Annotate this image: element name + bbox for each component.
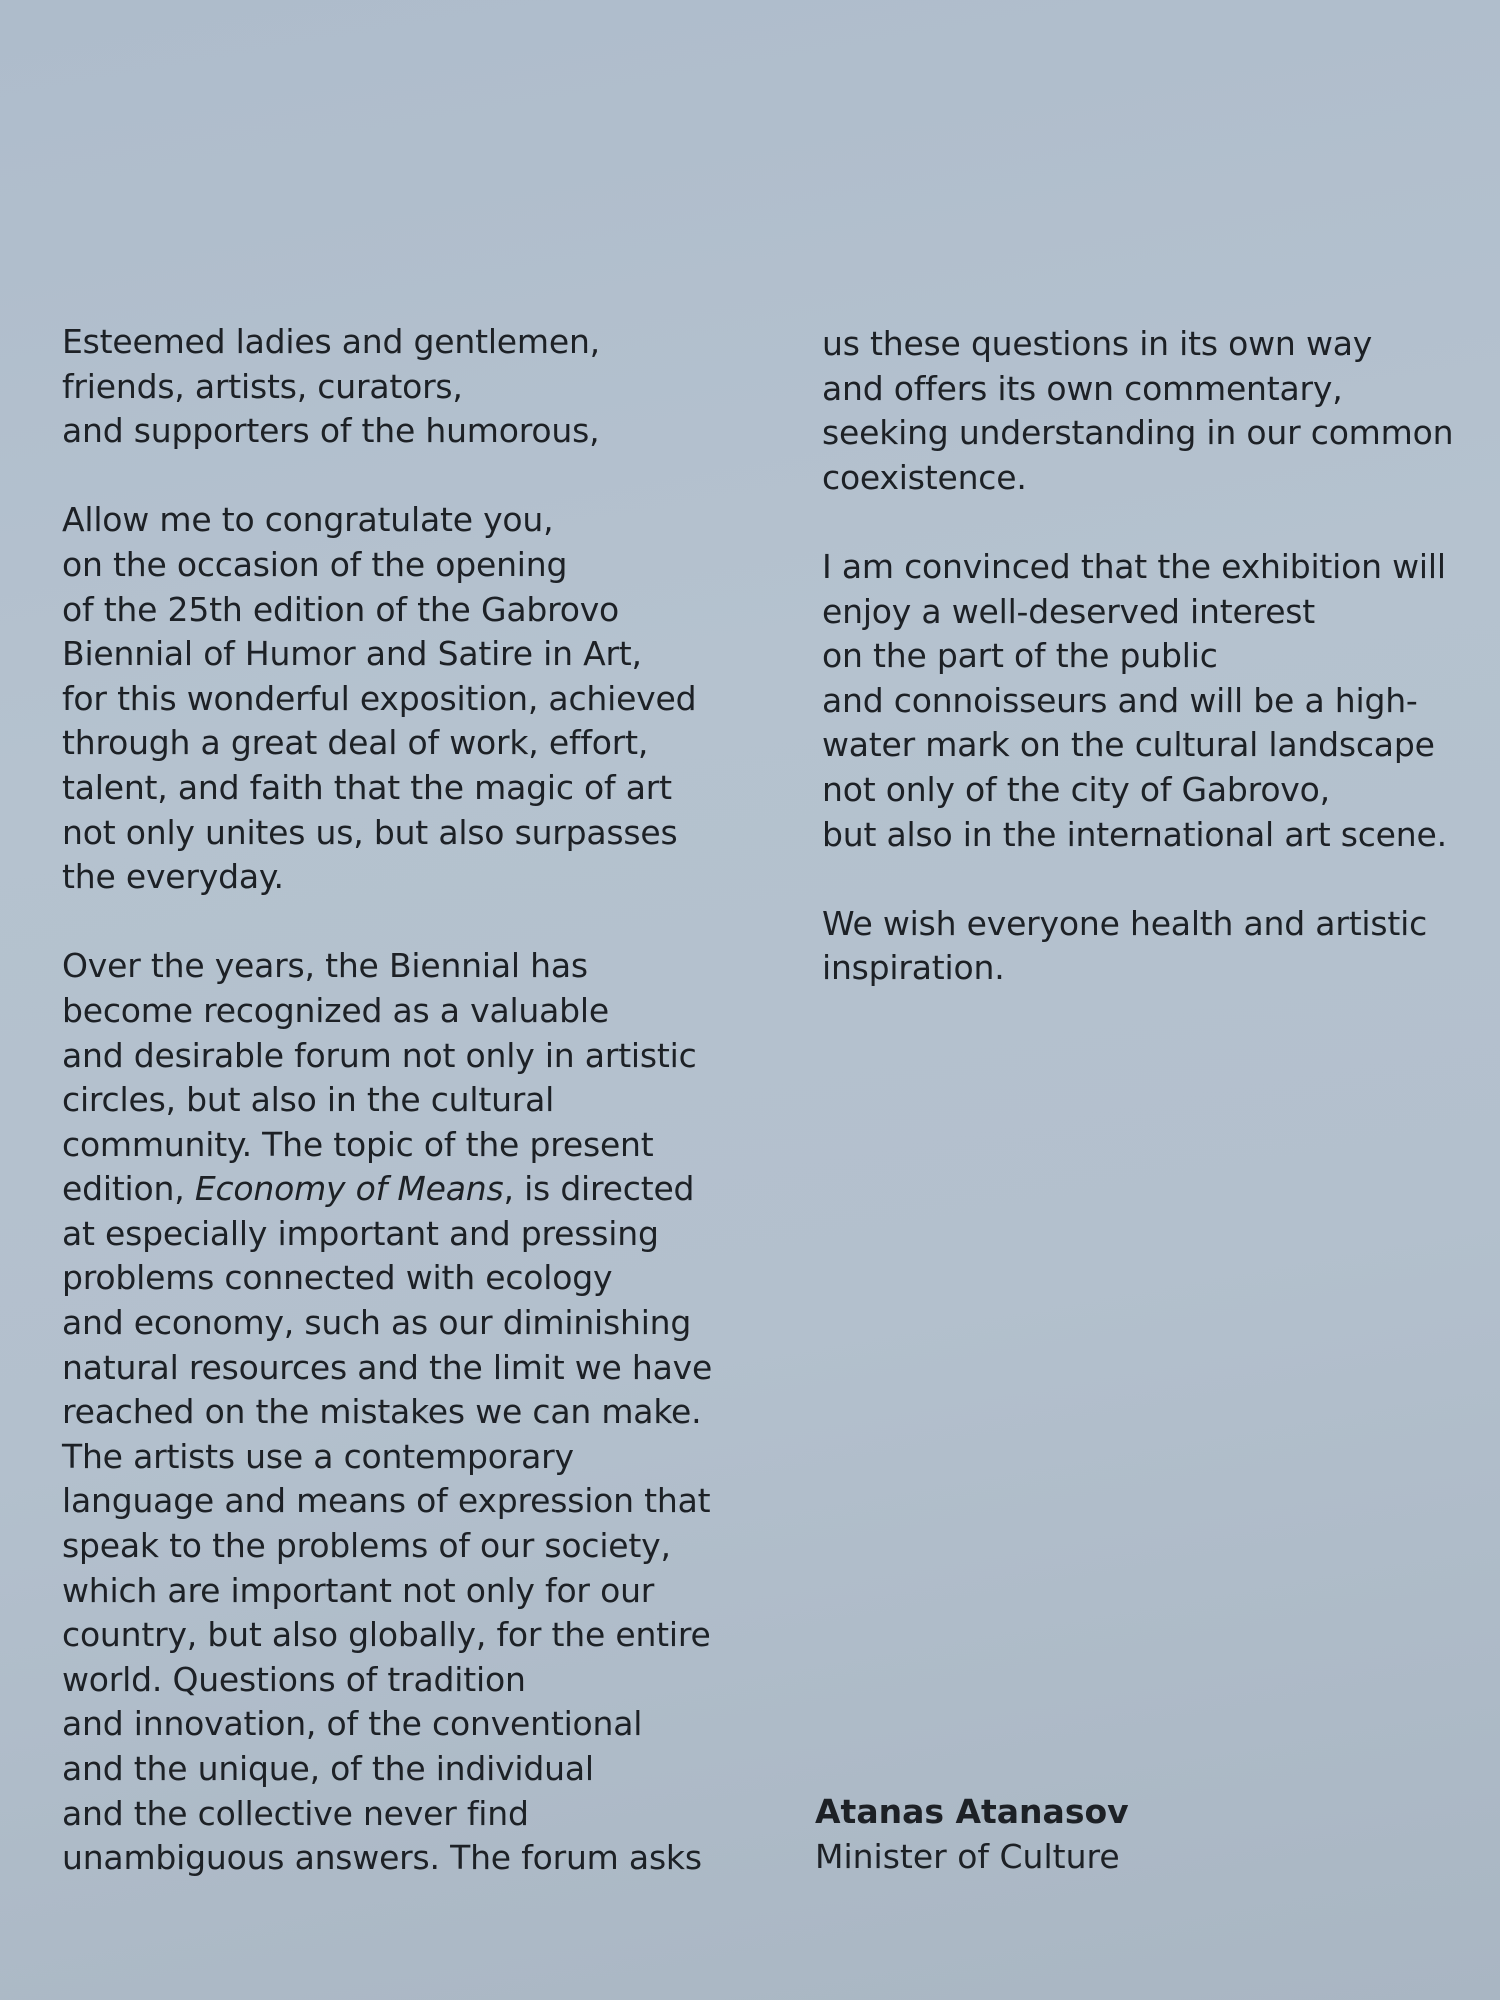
line-prefix: edition, xyxy=(62,1169,195,1209)
text-line: and supporters of the humorous, xyxy=(62,411,600,451)
text-line: not only of the city of Gabrovo, xyxy=(822,769,1330,809)
text-line: but also in the international art scene. xyxy=(822,814,1447,854)
text-line: the everyday. xyxy=(62,857,284,897)
paragraph-biennial xyxy=(62,944,782,1880)
text-line: The artists use a contemporary xyxy=(62,1436,574,1476)
text-line: us these questions in its own way xyxy=(822,324,1373,363)
paragraph-wish xyxy=(822,902,1492,991)
text-line: through a great deal of work, effort, xyxy=(62,723,649,763)
text-line: Over the years, the Biennial has xyxy=(62,946,588,986)
text-line: talent, and faith that the magic of art xyxy=(62,767,672,807)
text-line: problems connected with ecology xyxy=(62,1258,613,1298)
text-line: unambiguous answers. The forum asks xyxy=(62,1838,702,1878)
text-line: which are important not only for our xyxy=(62,1570,655,1610)
text-line: on the occasion of the opening xyxy=(62,544,568,584)
text-line: coexistence. xyxy=(822,457,1027,497)
text-line: natural resources and the limit we have xyxy=(62,1347,713,1387)
text-line: We wish everyone health and artistic xyxy=(822,903,1428,943)
text-line: and connoisseurs and will be a high- xyxy=(822,680,1418,720)
exhibition-title: Economy of Means xyxy=(194,1169,504,1209)
text-line: become recognized as a valuable xyxy=(62,990,609,1030)
text-line: and innovation, of the conventional xyxy=(62,1704,643,1744)
text-line: enjoy a well-deserved interest xyxy=(822,591,1316,631)
text-line-with-title xyxy=(62,1167,782,1212)
text-line: Esteemed ladies and gentlemen, xyxy=(62,322,600,361)
paragraph-conviction xyxy=(822,545,1492,857)
text-line: community. The topic of the present xyxy=(62,1124,654,1164)
text-line: and the unique, of the individual xyxy=(62,1749,594,1788)
text-line: and the collective never find xyxy=(62,1793,529,1833)
text-line: of the 25th edition of the Gabrovo xyxy=(62,589,620,629)
text-line: inspiration. xyxy=(822,948,1005,988)
signature-block xyxy=(815,1790,1129,1879)
text-line: on the part of the public xyxy=(822,636,1218,676)
line-suffix: , is directed xyxy=(503,1169,695,1209)
paragraph-continued xyxy=(822,322,1492,500)
text-line: friends, artists, curators, xyxy=(62,366,463,406)
text-line: at especially important and pressing xyxy=(62,1213,659,1253)
text-line: seeking understanding in our common xyxy=(822,413,1454,453)
text-line: not only unites us, but also surpasses xyxy=(62,812,678,852)
left-column xyxy=(62,320,782,1925)
text-line: Allow me to congratulate you, xyxy=(62,500,554,540)
text-line: and offers its own commentary, xyxy=(822,368,1343,408)
greeting xyxy=(62,320,782,454)
text-line: circles, but also in the cultural xyxy=(62,1080,555,1120)
text-line: country, but also globally, for the entire xyxy=(62,1615,711,1655)
text-line: and economy, such as our diminishing xyxy=(62,1303,692,1343)
text-line: and desirable forum not only in artistic xyxy=(62,1035,697,1075)
text-line: world. Questions of tradition xyxy=(62,1659,526,1699)
paragraph-congratulations xyxy=(62,498,782,899)
text-line: language and means of expression that xyxy=(62,1481,711,1521)
text-line: I am convinced that the exhibition will xyxy=(822,546,1446,586)
text-line: speak to the problems of our society, xyxy=(62,1526,671,1566)
text-line: water mark on the cultural landscape xyxy=(822,725,1435,765)
signatory-title: Minister of Culture xyxy=(815,1836,1120,1876)
signatory-name: Atanas Atanasov xyxy=(815,1792,1129,1831)
right-column xyxy=(822,322,1492,1036)
text-line: for this wonderful exposition, achieved xyxy=(62,678,697,718)
text-line: reached on the mistakes we can make. xyxy=(62,1392,702,1432)
text-line: Biennial of Humor and Satire in Art, xyxy=(62,634,642,674)
